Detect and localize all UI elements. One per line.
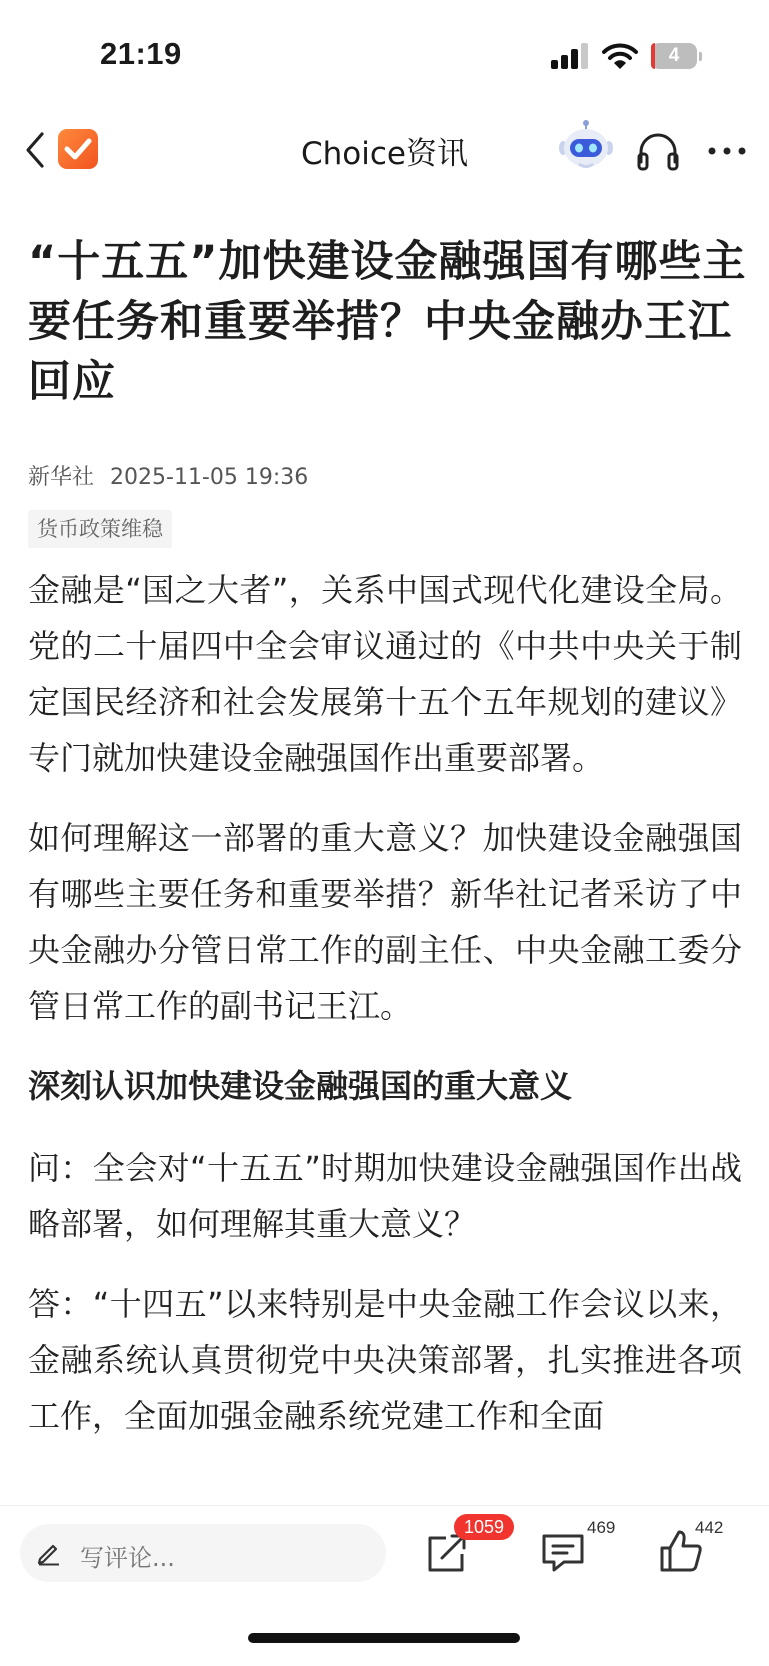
battery-level: 4: [651, 43, 697, 69]
pen-icon: [36, 1540, 62, 1566]
home-indicator[interactable]: [248, 1633, 520, 1643]
comments-icon[interactable]: [540, 1530, 586, 1576]
article-paragraph: 金融是“国之大者”，关系中国式现代化建设全局。党的二十届四中全会审议通过的《中共中央关于制定国民经济和社会发展第十五个五年规划的建议》专门就加快建设金融强国作出重要部署。: [28, 571, 742, 777]
comment-input[interactable]: [20, 1524, 386, 1582]
article-datetime: 2025-11-05 19:36: [110, 465, 309, 490]
article-title: “十五五”加快建设金融强国有哪些主要任务和重要举措？中央金融办王江回应: [28, 237, 747, 407]
ai-assistant-robot-icon[interactable]: [557, 120, 615, 172]
more-options-icon[interactable]: [707, 146, 747, 156]
article-paragraph: 如何理解这一部署的重大意义？加快建设金融强国有哪些主要任务和重要举措？新华社记者采访了中央金融办分管日常工作的副主任、中央金融工委分管日常工作的副书记王江。: [28, 819, 742, 1025]
wifi-icon: [602, 42, 638, 70]
article-source[interactable]: 新华社: [28, 465, 95, 490]
topic-tag[interactable]: 货币政策维稳: [28, 510, 172, 548]
article-paragraph: 答：“十四五”以来特别是中央金融工作会议以来，金融系统认真贯彻党中央决策部署，扎实推进各项工作，全面加强金融系统党建工作和全面: [28, 1285, 742, 1435]
battery-icon: [651, 43, 703, 71]
comments-count: 469: [587, 1518, 616, 1537]
status-time: 21:19: [100, 36, 182, 71]
page-title: Choice资讯: [301, 136, 468, 172]
cellular-signal-icon: [551, 43, 591, 69]
section-heading: 深刻认识加快建设金融强国的重大意义: [28, 1067, 573, 1105]
nav-bar: [0, 110, 769, 190]
headphone-listen-icon[interactable]: [636, 130, 680, 172]
share-count-badge: 1059: [454, 1514, 514, 1540]
article-meta: [28, 460, 308, 491]
comment-placeholder: 写评论...: [80, 1544, 175, 1572]
article-body: [28, 562, 742, 1468]
article-paragraph: 问：全会对“十五五”时期加快建设金融强国作出战略部署，如何理解其重大意义？: [28, 1149, 742, 1243]
like-count: 442: [695, 1518, 724, 1537]
status-bar: [0, 0, 769, 100]
